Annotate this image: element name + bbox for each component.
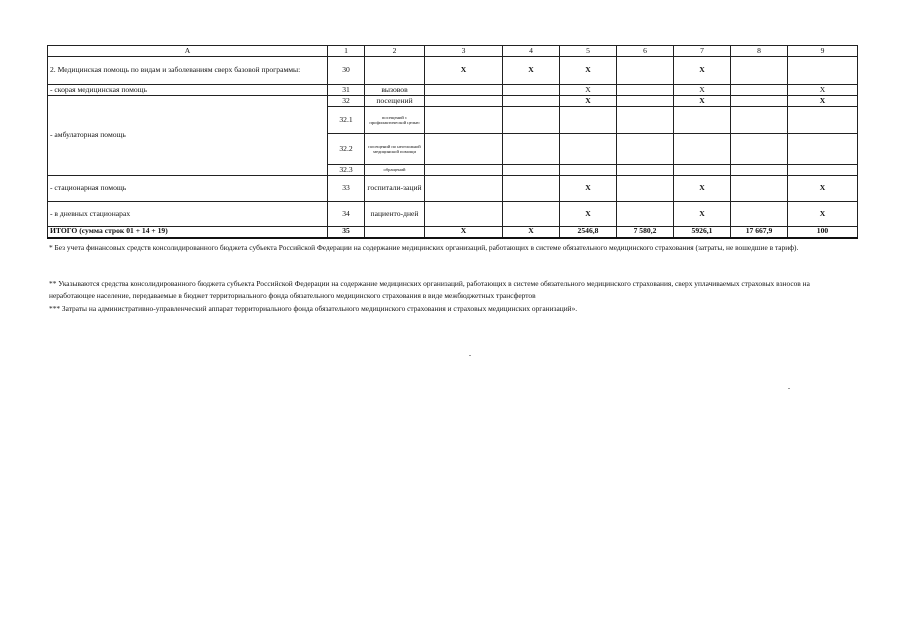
unit-cell: вызовов [365,85,425,96]
row-label: - стационарная помощь [48,176,328,202]
value-cell [674,134,731,165]
row-code: 32.2 [328,134,365,165]
value-cell [560,134,617,165]
value-cell [788,165,858,176]
unit-cell: посещений по неотложной медицинской помощи [365,134,425,165]
value-cell [731,176,788,202]
row-code: 32.3 [328,165,365,176]
header-cell: 4 [503,46,560,57]
value-cell [617,96,674,107]
footnote-1: * Без учета финансовых средств консолидированного бюджета субъекта Российской Федерации на содержание медицинских организаций, работающих в системе обязательного медицинского страхования (затраты, не вошедшие в тариф). [49,243,799,252]
value-cell [503,134,560,165]
value-cell [617,176,674,202]
value-cell [560,107,617,134]
value-cell [425,96,503,107]
value-cell: 5926,1 [674,227,731,238]
table-row [48,202,858,227]
value-cell [617,107,674,134]
row-label: - амбулаторная помощь [48,96,328,176]
unit-cell [365,227,425,238]
header-cell: А [48,46,328,57]
financing-table [47,45,858,239]
value-cell: 2546,8 [560,227,617,238]
header-row [48,46,858,57]
value-cell [617,165,674,176]
value-cell [560,165,617,176]
header-cell: 3 [425,46,503,57]
unit-cell: посещений [365,96,425,107]
row-code: 32 [328,96,365,107]
value-cell: X [788,176,858,202]
value-cell: X [788,202,858,227]
value-cell: X [560,57,617,85]
footnote-2: ** Указываются средства консолидированного бюджета субъекта Российской Федерации на содержание медицинских организаций, работающих в системе обязательного медицинского страхования, сверх уплачиваемых страховых взносов на неработающее население, передаваемые в бюджет территориального фонда обязательного медицинского страхования в виде межбюджетных трансфертов [49,279,810,300]
value-cell [788,107,858,134]
value-cell [731,202,788,227]
scan-speck [469,355,471,356]
row-label: ИТОГО (сумма строк 01 + 14 + 19) [48,227,328,238]
value-cell: X [788,85,858,96]
value-cell: X [425,57,503,85]
value-cell [425,202,503,227]
row-label: 2. Медицинская помощь по видам и заболеваниям сверх базовой программы: [48,57,328,85]
header-cell: 2 [365,46,425,57]
value-cell [674,107,731,134]
value-cell [503,107,560,134]
value-cell: X [560,202,617,227]
table-row [48,96,858,107]
value-cell: 7 580,2 [617,227,674,238]
value-cell [425,107,503,134]
row-label: - в дневных стационарах [48,202,328,227]
header-cell: 8 [731,46,788,57]
value-cell [503,202,560,227]
value-cell [731,165,788,176]
total-row [48,227,858,238]
row-code: 32.1 [328,107,365,134]
value-cell: X [674,57,731,85]
header-cell: 5 [560,46,617,57]
value-cell [617,134,674,165]
row-label: - скорая медицинская помощь [48,85,328,96]
row-code: 35 [328,227,365,238]
value-cell: 100 [788,227,858,238]
unit-cell [365,57,425,85]
value-cell: X [503,227,560,238]
value-cell: X [560,85,617,96]
unit-cell: обращений [365,165,425,176]
value-cell: 17 667,9 [731,227,788,238]
value-cell [674,165,731,176]
value-cell [617,85,674,96]
table-row [48,176,858,202]
value-cell [425,176,503,202]
scan-speck [788,388,790,389]
value-cell [503,85,560,96]
footnote-3: *** Затраты на административно-управленческий аппарат территориального фонда обязательного медицинского страхования и страховых медицинских организаций». [49,304,578,313]
row-code: 31 [328,85,365,96]
value-cell [503,176,560,202]
header-cell: 7 [674,46,731,57]
unit-cell: посещений с профилактической целью [365,107,425,134]
value-cell [503,165,560,176]
value-cell [425,134,503,165]
value-cell [731,96,788,107]
value-cell: X [674,85,731,96]
value-cell [425,85,503,96]
value-cell [503,96,560,107]
header-cell: 1 [328,46,365,57]
unit-cell: госпитали-заций [365,176,425,202]
row-code: 33 [328,176,365,202]
value-cell [731,85,788,96]
value-cell: X [674,96,731,107]
value-cell [731,57,788,85]
value-cell: X [674,202,731,227]
value-cell: X [674,176,731,202]
value-cell: X [425,227,503,238]
value-cell [617,202,674,227]
header-cell: 9 [788,46,858,57]
value-cell: X [788,96,858,107]
unit-cell: пациенто-дней [365,202,425,227]
row-code: 34 [328,202,365,227]
value-cell: X [560,176,617,202]
value-cell: X [560,96,617,107]
row-code: 30 [328,57,365,85]
value-cell [788,134,858,165]
value-cell: X [503,57,560,85]
header-cell: 6 [617,46,674,57]
table-row [48,85,858,96]
table-row [48,57,858,85]
value-cell [425,165,503,176]
value-cell [788,57,858,85]
value-cell [731,134,788,165]
value-cell [731,107,788,134]
value-cell [617,57,674,85]
